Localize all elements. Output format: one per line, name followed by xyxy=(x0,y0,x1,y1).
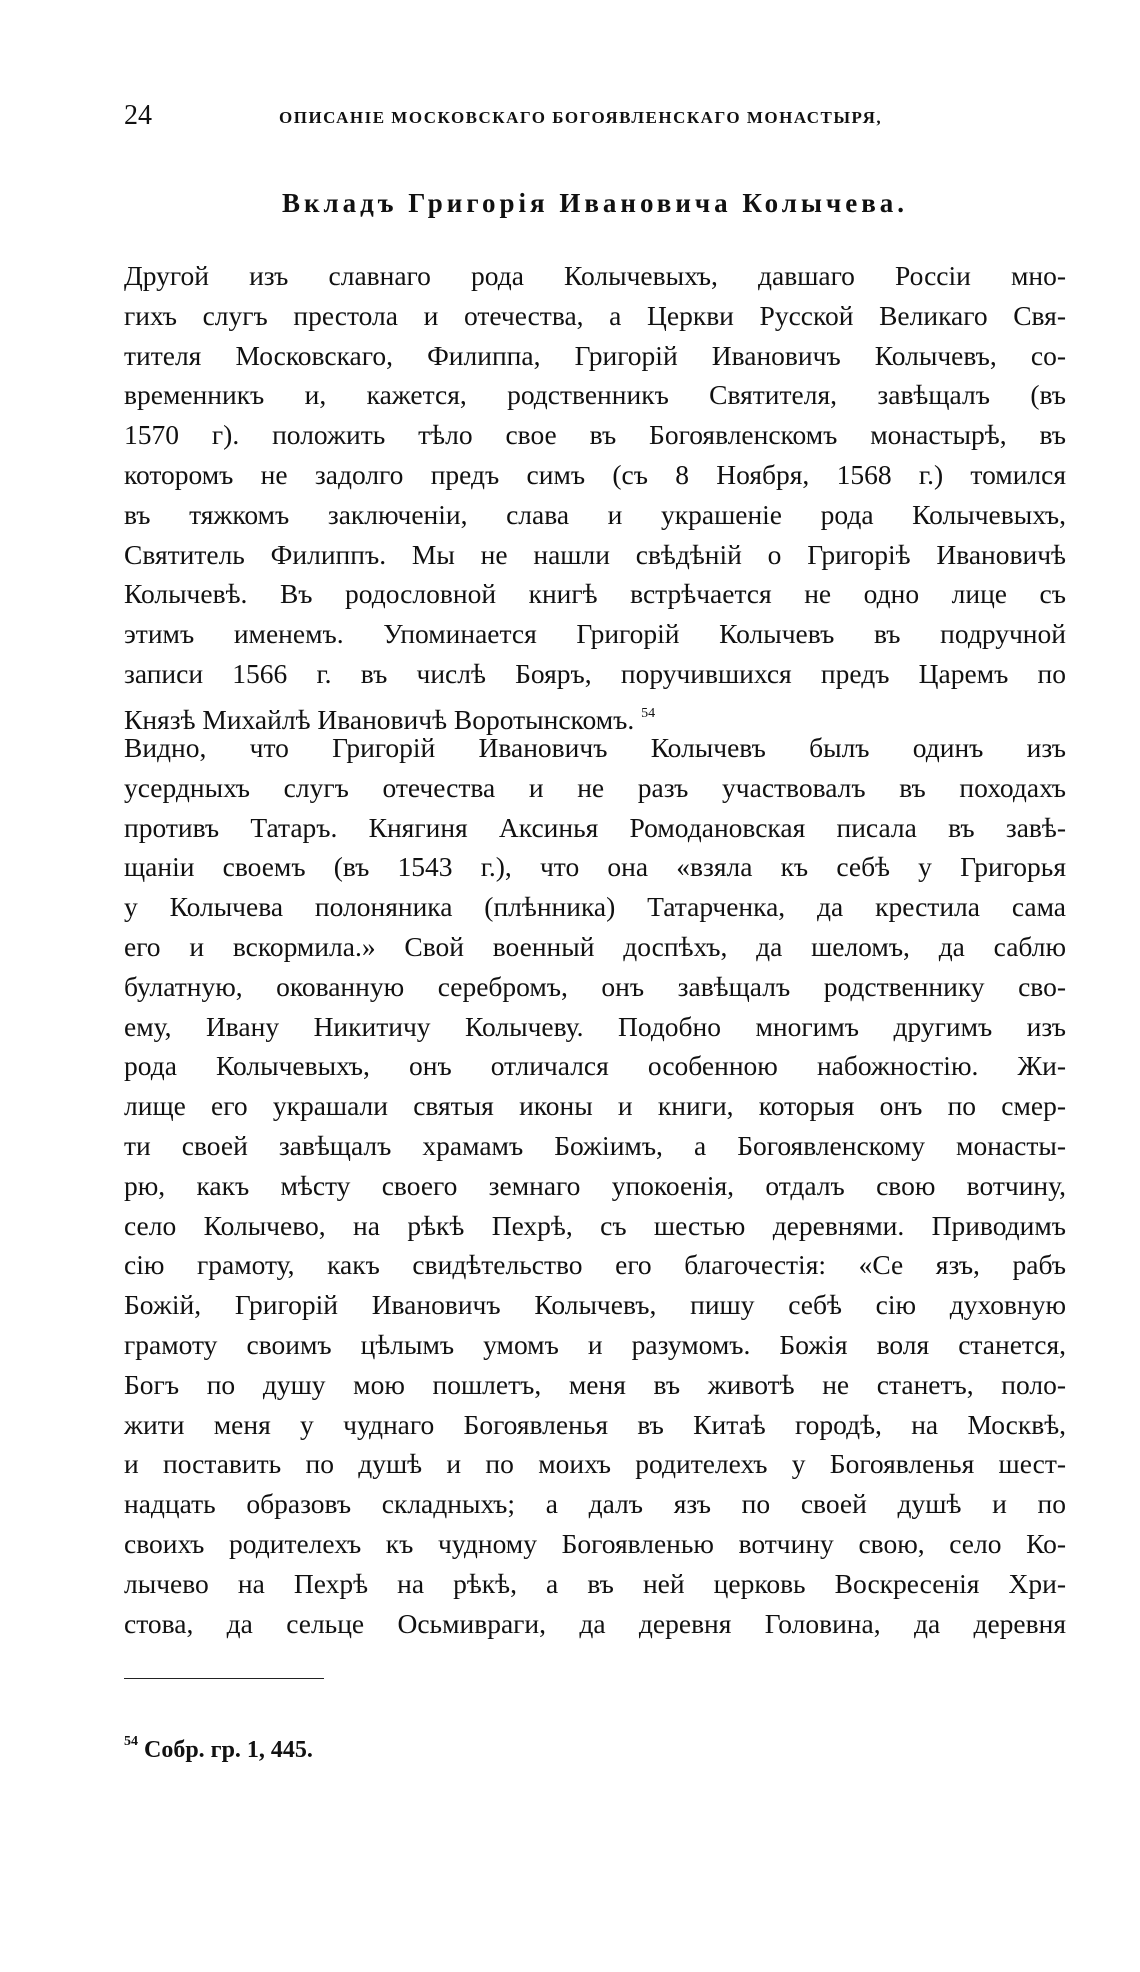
footnote-text: Собр. гр. 1, 445. xyxy=(144,1737,313,1763)
text-line: своихъ родителехъ къ чудному Богоявленью вотчину свою, село Ко- xyxy=(124,1527,1066,1559)
text-line: у Колычева полоняника (плѣнника) Татарченка, да крестила сама xyxy=(124,891,1066,923)
text-line: въ тяжкомъ заключеніи, слава и украшеніе рода Колычевыхъ, xyxy=(124,498,1066,530)
text-line: ему, Ивану Никитичу Колычеву. Подобно многимъ другимъ изъ xyxy=(124,1010,1066,1042)
text-line: его и вскормила.» Свой военный доспѣхъ, да шеломъ, да саблю xyxy=(124,930,1066,962)
text-line: гихъ слугъ престола и отечества, а Церкви Русской Великаго Свя- xyxy=(124,299,1066,331)
paragraph-1 xyxy=(124,256,1066,734)
text-line: и поставить по душѣ и по моихъ родителехъ у Богоявленья шест- xyxy=(124,1448,1066,1480)
text-line: Святитель Филиппъ. Мы не нашли свѣдѣній о Григоріѣ Ивановичѣ xyxy=(124,538,1066,570)
text-line: лище его украшали святыя иконы и книги, которыя онъ по смер- xyxy=(124,1090,1066,1122)
footnote-reference[interactable]: 54 xyxy=(641,705,656,721)
section-title: Вкладъ Григорія Ивановича Колычева. xyxy=(281,188,909,218)
text-line: Божій, Григорій Ивановичъ Колычевъ, пишу себѣ сію духовную xyxy=(124,1289,1066,1321)
text-line: 1570 г). положить тѣло свое въ Богоявленскомъ монастырѣ, въ xyxy=(124,419,1066,451)
text-line: ти своей завѣщалъ храмамъ Божіимъ, а Богоявленскому монасты- xyxy=(124,1129,1066,1161)
footnote xyxy=(124,1734,313,1764)
text-line: рода Колычевыхъ, онъ отличался особенною набожностію. Жи- xyxy=(124,1050,1066,1082)
text-line: жити меня у чуднаго Богоявленья въ Китаѣ городѣ, на Москвѣ, xyxy=(124,1408,1066,1440)
text-line: этимъ именемъ. Упоминается Григорій Колычевъ въ подручной xyxy=(124,618,1066,650)
running-head xyxy=(124,100,1066,140)
text-line: село Колычево, на рѣкѣ Пехрѣ, съ шестью деревнями. Приводимъ xyxy=(124,1209,1066,1241)
text-line: записи 1566 г. въ числѣ Бояръ, поручившихся предъ Царемъ по xyxy=(124,657,1066,689)
text-line: которомъ не задолго предъ симъ (съ 8 Ноября, 1568 г.) томился xyxy=(124,458,1066,490)
text-line: булатную, окованную серебромъ, онъ завѣщалъ родственнику сво- xyxy=(124,970,1066,1002)
paragraph-2 xyxy=(124,728,1066,1643)
text-line: рю, какъ мѣсту своего земнаго упокоенія, отдалъ свою вотчину, xyxy=(124,1169,1066,1201)
running-title: ОПИСАНІЕ МОСКОВСКАГО БОГОЯВЛЕНСКАГО МОНАСТЫРЯ, xyxy=(279,108,883,127)
text-line: тителя Московскаго, Филиппа, Григорій Ивановичъ Колычевъ, со- xyxy=(124,339,1066,371)
text-line: Колычевѣ. Въ родословной книгѣ встрѣчается не одно лице съ xyxy=(124,578,1066,610)
text-line: Богъ по душу мою пошлетъ, меня въ животѣ не станетъ, поло- xyxy=(124,1368,1066,1400)
text-line: временникъ и, кажется, родственникъ Святителя, завѣщалъ (въ xyxy=(124,379,1066,411)
text-line: усердныхъ слугъ отечества и не разъ участвовалъ въ походахъ xyxy=(124,771,1066,803)
page-number: 24 xyxy=(124,100,152,131)
text-line: надцать образовъ складныхъ; а далъ язъ по своей душѣ и по xyxy=(124,1488,1066,1520)
footnote-marker: 54 xyxy=(124,1734,138,1749)
text-line: щаніи своемъ (въ 1543 г.), что она «взяла къ себѣ у Григорья xyxy=(124,851,1066,883)
text-line-content: Князѣ Михайлѣ Ивановичѣ Воротынскомъ. xyxy=(124,703,635,735)
text-line: сію грамоту, какъ свидѣтельство его благочестія: «Се язъ, рабъ xyxy=(124,1249,1066,1281)
text-line: грамоту своимъ цѣлымъ умомъ и разумомъ. Божія воля станется, xyxy=(124,1328,1066,1360)
text-line: Видно, что Григорій Ивановичъ Колычевъ былъ одинъ изъ xyxy=(124,732,1066,763)
text-line: лычево на Пехрѣ на рѣкѣ, а въ ней церковь Воскресенія Хри- xyxy=(124,1567,1066,1599)
footnote-divider xyxy=(124,1678,324,1679)
text-line: стова, да сельце Осьмивраги, да деревня Головина, да деревня xyxy=(124,1607,1066,1639)
text-line: противъ Татаръ. Княгиня Аксинья Ромодановская писала въ завѣ- xyxy=(124,811,1066,843)
text-line: Другой изъ славнаго рода Колычевыхъ, давшаго Россіи мно- xyxy=(124,260,1066,291)
